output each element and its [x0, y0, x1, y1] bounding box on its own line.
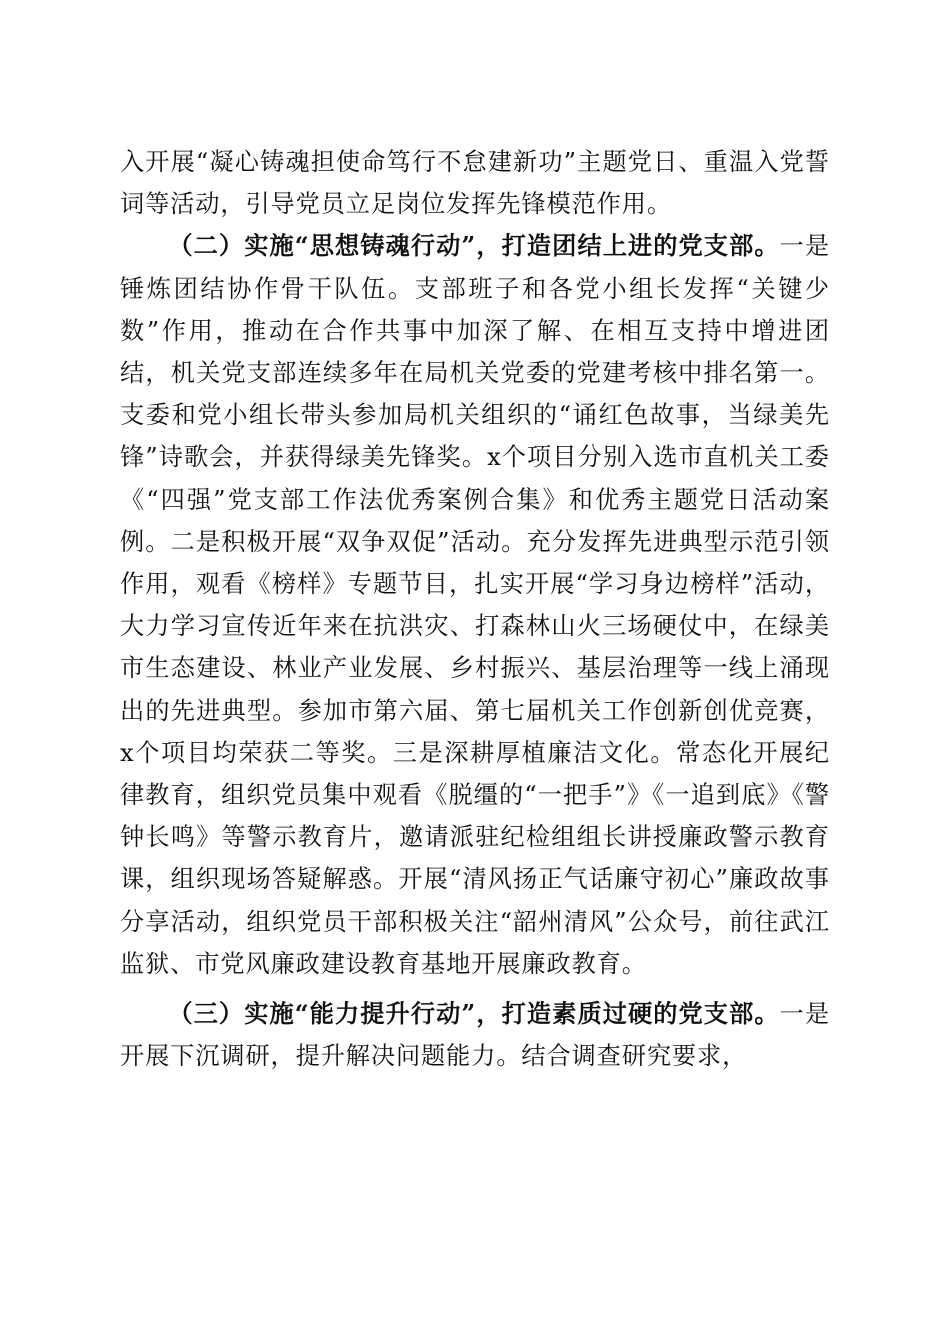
section-heading-three: （三）实施“能力提升行动”，打造素质过硬的党支部。	[168, 999, 780, 1029]
body-text	[120, 141, 830, 1077]
paragraph-gap	[120, 985, 830, 993]
paragraph-continuation	[120, 141, 830, 225]
paragraph-text: 入开展“凝心铸魂担使命笃行不怠建新功”主题党日、重温入党誓词等活动，引导党员立足岗位发挥先锋模范作用。	[120, 148, 830, 219]
paragraph-section-two	[120, 225, 830, 985]
section-heading-two: （二）实施“思想铸魂行动”，打造团结上进的党支部。	[168, 231, 780, 261]
paragraph-text: 一是锤炼团结协作骨干队伍。支部班子和各党小组长发挥“关键少数”作用，推动在合作共事中加深了解、在相互支持中增进团结，机关党支部连续多年在局机关党委的党建考核中排名第一。支委和党小组长带头参加局机关组织的“诵红色故事，当绿美先锋”诗歌会，并获得绿美先锋奖。x个项目分别入选市直机关工委《“四强”党支部工作法优秀案例合集》和优秀主题党日活动案例。二是积极开展“双争双促”活动。充分发挥先进典型示范引领作用，观看《榜样》专题节目，扎实开展“学习身边榜样”活动，大力学习宣传近年来在抗洪灾、打森林山火三场硬仗中，在绿美市生态建设、林业产业发展、乡村振兴、基层治理等一线上涌现出的先进典型。参加市第六届、第七届机关工作创新创优竞赛，x个项目均荣获二等奖。三是深耕厚植廉洁文化。常态化开展纪律教育，组织党员集中观看《脱缰的“一把手”》《一追到底》《警钟长鸣》等警示教育片，邀请派驻纪检组组长讲授廉政警示教育课，组织现场答疑解惑。开展“清风扬正气话廉守初心”廉政故事分享活动，组织党员干部积极关注“韶州清风”公众号，前往武江监狱、市党风廉政建设教育基地开展廉政教育。	[120, 232, 830, 978]
paragraph-text: 一是开展下沉调研，提升解决问题能力。结合调查研究要求，	[120, 1000, 830, 1071]
paragraph-section-three	[120, 993, 830, 1077]
